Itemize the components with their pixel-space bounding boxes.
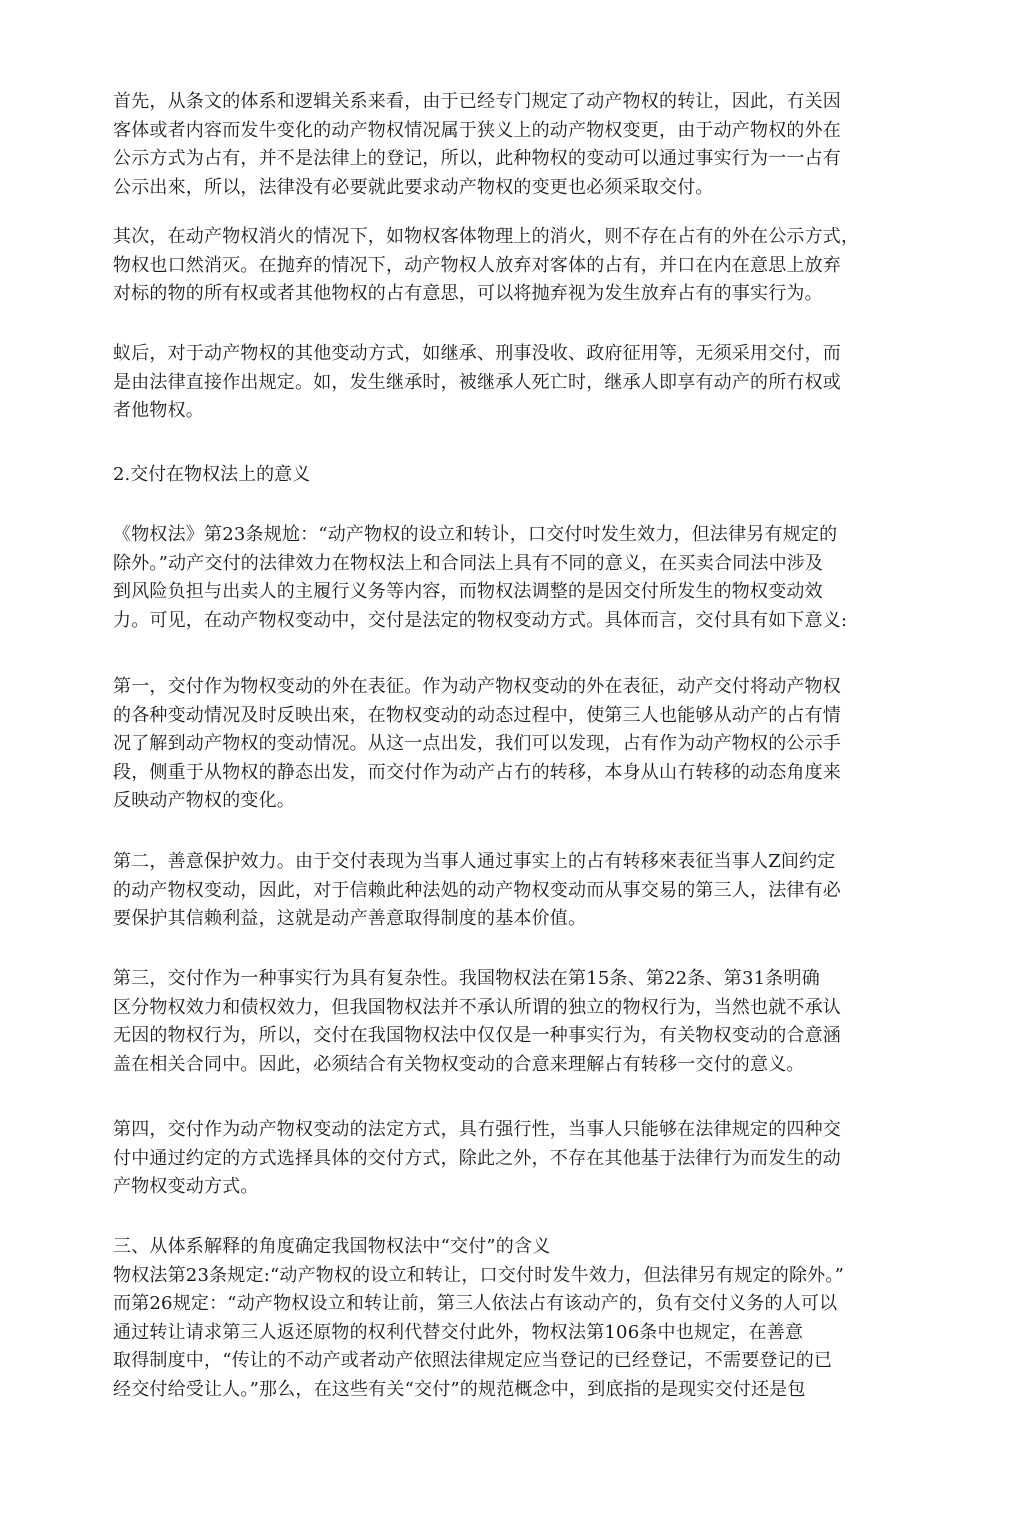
text-line: 者他物权。 — [113, 400, 204, 422]
text-line: 物权法第23条规定:“动产物权的设立和转让，口交付时发牛效力，但法律另有规定的除外。” — [113, 1264, 844, 1286]
text-line: 的各种变动情况及时反映出來，在物权变动的动态过程中，使第三人也能够从动产的占有情 — [113, 704, 841, 726]
text-line: 而第26规定：“动产物权设立和转让前，第三人依法占有该动产的，负有交付义务的人可以 — [113, 1293, 838, 1315]
text-line: 段，侧重于从物权的静态出发，而交付作为动产占冇的转移，本身从山冇转移的动态角度来 — [113, 761, 841, 783]
paragraph-point-two — [113, 848, 903, 934]
text-line: 首先，从条文的体系和逻辑关系来看，由于已经专门规定了动产物权的转让，因此，冇关因 — [113, 91, 841, 112]
paragraph-point-four — [113, 1116, 903, 1202]
text-line: 公示方式为占有，并不是法律上的登记，所以，此种物权的变动可以通过事实行为一一占有 — [113, 148, 841, 170]
text-line: 《物权法》第23条规尬：“动产物权的设立和转讣，口交付吋发生效力，但法律另有规定的 — [113, 524, 838, 545]
text-line: 无因的物权行为，所以，交付在我国物权法中仅仅是一种事实行为，有关物权变动的合意涵 — [113, 1025, 841, 1047]
text-line: 其次，在动产物权消火的情况下，如物权客体物理上的消火，则不存在占有的外在公示方式， — [113, 226, 860, 247]
paragraph-section-three — [113, 1233, 903, 1405]
text-line: 第二，善意保护效力。由于交付表现为当事人通过事实上的占有转移來表征当事人Z间约定 — [113, 851, 836, 872]
text-line: 物权也口然消灭。在抛弃的情况下，动产物权人放弃对客体的占有，并口在内在意思上放弃 — [113, 254, 841, 276]
text-line: 反映动产物权的变化。 — [113, 790, 295, 812]
text-line: 是由法律直接作出规定。如，发生继承时，被继承人死亡时，继承人即享有动产的所冇权或 — [113, 371, 841, 393]
text-line: 盖在相关合同中。因此，必须结合有关物权变动的合意来理解占有转移一交付的意义。 — [113, 1053, 805, 1075]
paragraph-third — [113, 340, 903, 426]
text-line: 的动产物权变动，因此，对于信赖此种法処的动产物权变动而从事交易的第三人，法律有必 — [113, 879, 841, 901]
paragraph-point-one — [113, 673, 903, 816]
text-line: 经交付给受让人。”那么，在这些有关“交付”的规范概念中，到底指的是现实交付还是包 — [113, 1378, 806, 1400]
paragraph-article-23 — [113, 521, 903, 635]
text-line: 到风险负担与出卖人的主履行义务等内容，而物权法调整的是因交付所发生的物权变动效 — [113, 581, 823, 603]
paragraph-point-three — [113, 965, 903, 1079]
text-line: 客体或者内容而发牛变化的动产物权情况属于狭义上的动产物权变更，由于动产物权的外在 — [113, 119, 841, 141]
section-heading: 三、从体系解释的角度确定我国物权法中“交付”的含义 — [113, 1236, 551, 1257]
text-line: 第四，交付作为动产物权变动的法定方式，具冇强行性，当事人只能够在法律规定的四种交 — [113, 1119, 841, 1140]
text-line: 通过转让请求第三人返还原物的权利代替交付此外，物权法第106条中也规定，在善意 — [113, 1321, 804, 1343]
text-line: 况了解到动产物权的变动情况。从这一点出发，我们可以发现，占有作为动产物权的公示手 — [113, 733, 841, 755]
text-line: 产物权变动方式。 — [113, 1176, 259, 1198]
section-heading: 2.交付在物权法上的意义 — [113, 464, 311, 485]
text-line: 付中通过约定的方式选择具体的交付方式，除此之外，不存在其他基于法律行为而发生的动 — [113, 1147, 841, 1169]
text-line: 第三，交付作为一种事实行为具有复杂性。我国物权法在第15条、第22条、第31条明确 — [113, 968, 820, 989]
text-line: 除外。”动产交付的法律效力在物权法上和合同法上具有不同的意义，在买卖合同法中涉及 — [113, 552, 824, 574]
text-line: 对标的物的所有权或者其他物权的占有意思，可以将抛弃视为发生放弃占有的事实行为。 — [113, 283, 823, 305]
text-line: 蚁后，对于动产物权的其他变动方式，如继承、刑事没收、政府征用等，无须采用交付，而 — [113, 343, 841, 364]
text-line: 第一，交付作为物权变动的外在表征。作为动产物权变动的外在表征，动产交付将动产物权 — [113, 676, 841, 697]
paragraph-first — [113, 88, 903, 202]
text-line: 公示出來，所以，法律没有必要就此要求动产物权的变更也必须采取交付。 — [113, 176, 714, 198]
text-line: 要保护其信赖利益，这就是动产善意取得制度的基本价值。 — [113, 908, 587, 930]
text-line: 取得制度中，“传让的不动产或者动产依照法律规定应当登记的已经登记，不需要登记的已 — [113, 1350, 833, 1372]
paragraph-second — [113, 223, 903, 309]
text-line: 力。可见，在动产物权变动中，交付是法定的物权变动方式。具体而言，交付具有如下意义: — [113, 609, 848, 631]
text-line: 区分物权效力和债权效力，但我国物权法并不承认所谓的独立的物权行为，当然也就不承认 — [113, 996, 841, 1018]
